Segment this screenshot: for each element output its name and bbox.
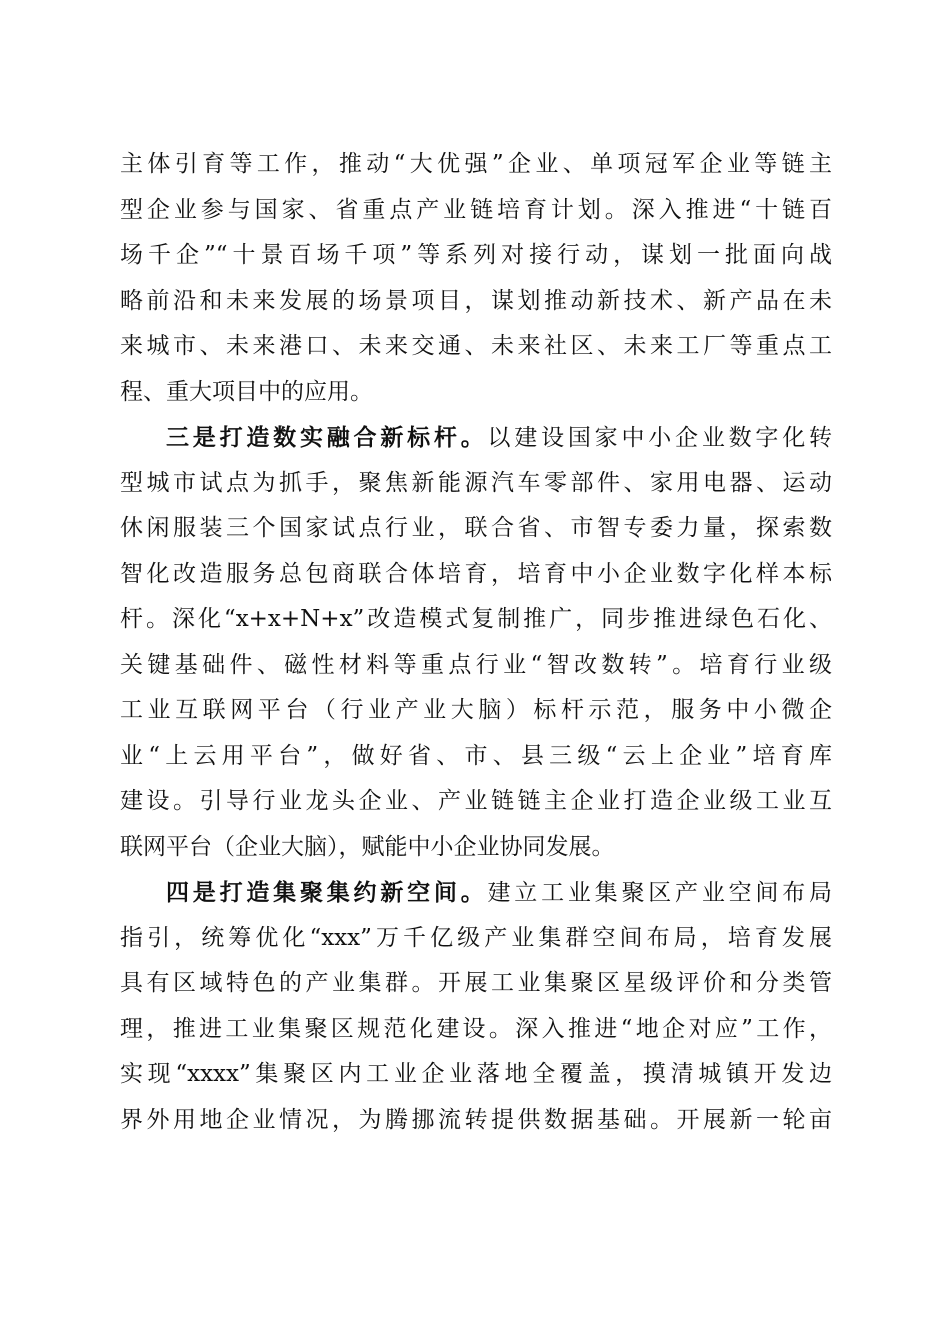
text-line: 界外用地企业情况，为腾挪流转提供数据基础。开展新一轮亩 — [120, 1106, 832, 1133]
paragraph-text: 以建设国家中小企业数字化转 — [487, 425, 833, 451]
paragraph-heading: 三是打造数实融合新标杆。 — [166, 424, 488, 451]
text-line: 略前沿和未来发展的场景项目，谋划推动新技术、新产品在未 — [120, 287, 832, 314]
text-line: 来城市、未来港口、未来交通、未来社区、未来工厂等重点工 — [120, 333, 832, 359]
text-line: 业“上云用平台”，做好省、市、县三级“云上企业”培育库 — [120, 742, 832, 769]
text-line: 实现“xxxx”集聚区内工业企业落地全覆盖，摸清城镇开发边 — [120, 1061, 832, 1087]
text-line: 指引，统筹优化“xxx”万千亿级产业集群空间布局，培育发展 — [120, 924, 832, 951]
paragraph-text: 建立工业集聚区产业空间布局 — [487, 880, 833, 906]
text-line: 智化改造服务总包商联合体培育，培育中小企业数字化样本标 — [120, 560, 832, 587]
text-line: 建设。引导行业龙头企业、产业链链主企业打造企业级工业互 — [120, 788, 832, 814]
text-line: 关键基础件、磁性材料等重点行业“智改数转”。培育行业级 — [120, 651, 832, 678]
text-line: 联网平台（企业大脑），赋能中小企业协同发展。 — [120, 833, 615, 860]
text-line: 工业互联网平台（行业产业大脑）标杆示范，服务中小微企 — [120, 697, 832, 723]
paragraph-heading: 四是打造集聚集约新空间。 — [166, 879, 488, 906]
text-line: 型城市试点为抓手，聚焦新能源汽车零部件、家用电器、运动 — [120, 469, 832, 496]
body-text — [120, 142, 832, 1143]
text-line: 型企业参与国家、省重点产业链培育计划。深入推进“十链百 — [120, 196, 832, 223]
text-line: 主体引育等工作，推动“大优强”企业、单项冠军企业等链主 — [120, 151, 832, 177]
text-line: 休闲服装三个国家试点行业，联合省、市智专委力量，探索数 — [120, 515, 832, 541]
paragraph-first-line — [120, 415, 832, 461]
text-line: 具有区域特色的产业集群。开展工业集聚区星级评价和分类管 — [120, 970, 832, 996]
text-line: 杆。深化“x+x+N+x”改造模式复制推广，同步推进绿色石化、 — [120, 606, 832, 632]
text-line: 程、重大项目中的应用。 — [120, 378, 373, 405]
text-line: 场千企”“十景百场千项”等系列对接行动，谋划一批面向战 — [120, 242, 832, 268]
paragraph-first-line — [120, 870, 832, 916]
text-line: 理，推进工业集聚区规范化建设。深入推进“地企对应”工作， — [120, 1015, 832, 1042]
